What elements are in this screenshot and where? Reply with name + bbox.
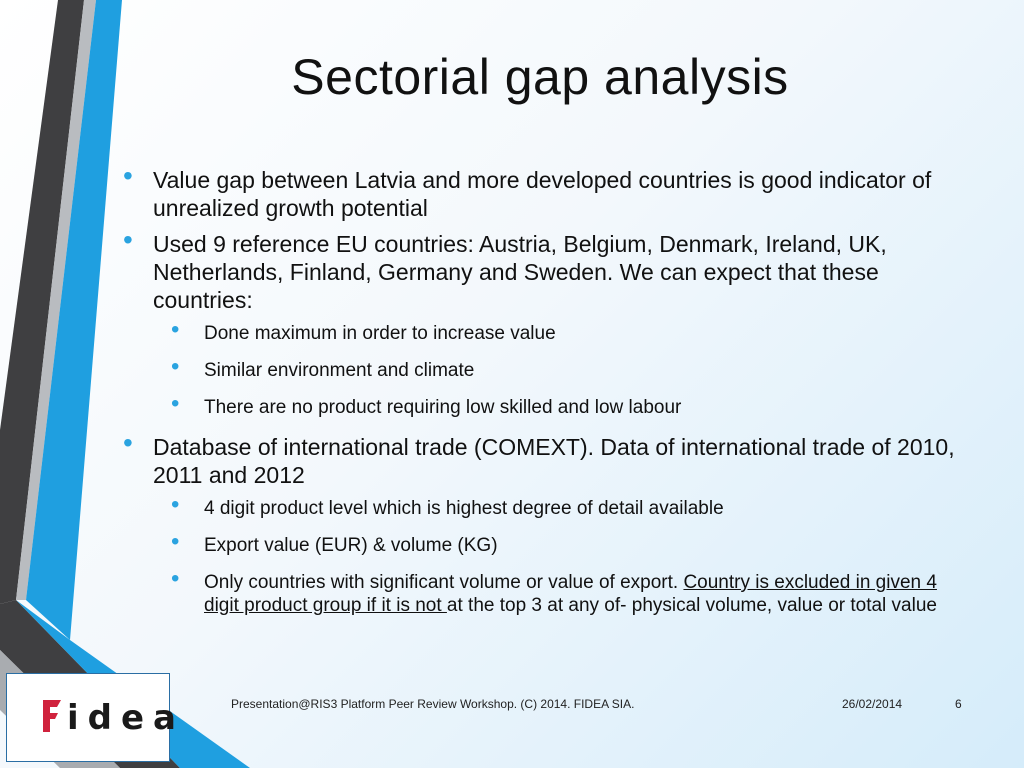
sub-bullet-text: Similar environment and climate [204,360,475,381]
slide-title: Sectorial gap analysis [291,49,789,105]
sub-bullet-text-start: Only countries with significant volume or value of export. [204,572,684,593]
footer-text: Presentation@RIS3 Platform Peer Review Workshop. (C) 2014. FIDEA SIA. [231,697,635,711]
bullet-marker: • [171,316,180,343]
page-number: 6 [955,697,962,711]
fidea-f-icon [39,698,65,734]
bullet-text: Database of international trade (COMEXT). Data of international trade of 2010, 2011 and 2012 [153,434,955,488]
logo-text: idea [67,698,185,738]
bullet-marker: • [171,390,180,417]
sub-bullet-item [171,565,970,617]
sub-bullet-text: 4 digit product level which is highest degree of detail available [204,498,724,519]
sub-bullet-text: Export value (EUR) & volume (KG) [204,535,498,556]
sub-bullet-item [171,528,970,557]
sub-bullet-text-end: at the top 3 at any of- physical volume, value or total value [446,595,937,616]
bullet-marker: • [171,565,180,592]
footer-date: 26/02/2014 [842,697,903,711]
sub-bullet-item [171,316,970,345]
slide-body [120,160,970,631]
underlined-text: Country is excluded in given 4 digit product group if it is not [204,572,937,616]
fidea-logo [6,673,185,762]
bullet-marker: • [123,224,133,255]
bullet-item [120,160,970,222]
bullet-item [120,224,970,314]
bullet-item [120,427,970,489]
sub-bullet-text: Done maximum in order to increase value [204,323,556,344]
bullet-marker: • [123,160,133,191]
bullet-marker: • [171,528,180,555]
sub-bullet-item [171,390,970,419]
bullet-marker: • [171,353,180,380]
bullet-text: Used 9 reference EU countries: Austria, Belgium, Denmark, Ireland, UK, Netherlands, Finland, Germany and Sweden. We can expect that these countries: [153,231,887,313]
sub-bullet-item [171,491,970,520]
sub-bullet-text: There are no product requiring low skilled and low labour [204,397,682,418]
bullet-marker: • [123,427,133,458]
bullet-text: Value gap between Latvia and more developed countries is good indicator of unrealized growth potential [153,167,932,221]
bullet-marker: • [171,491,180,518]
sub-bullet-item [171,353,970,382]
